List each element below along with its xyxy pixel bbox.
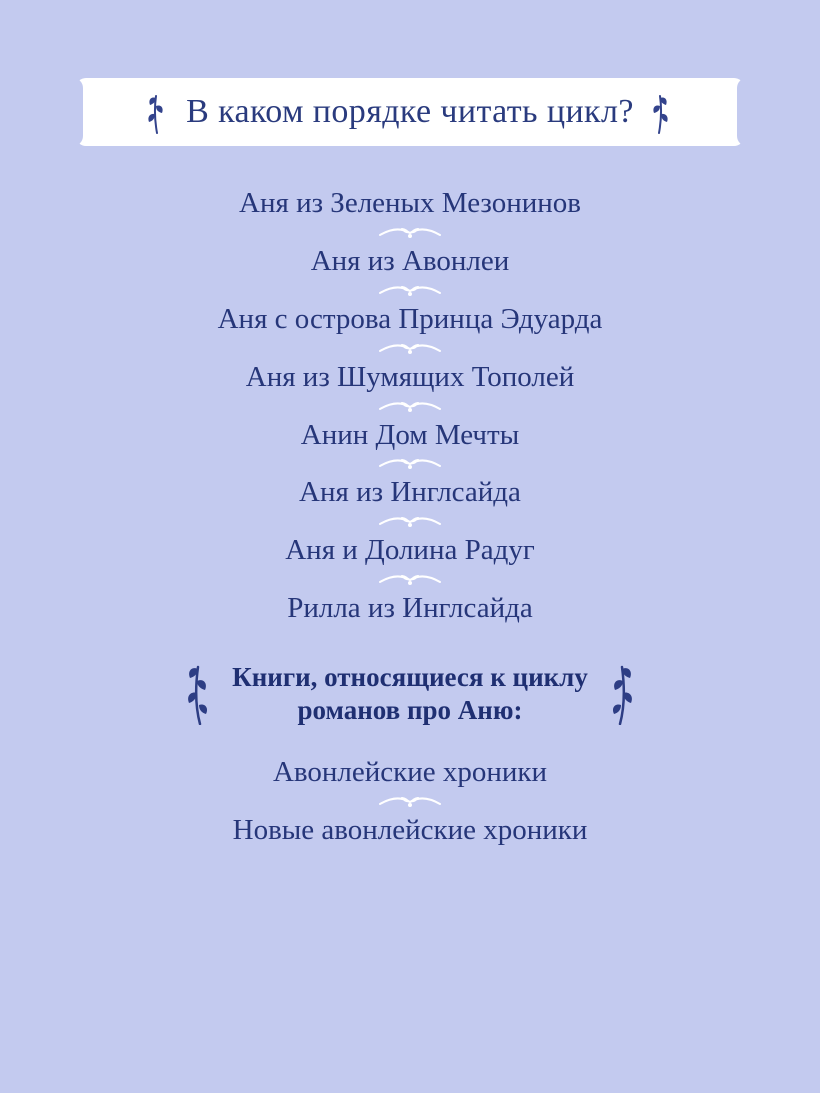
- list-item: Аня из Авонлеи: [310, 244, 510, 277]
- page-title: В каком порядке читать цикл?: [186, 93, 634, 130]
- list-item: Аня из Зеленых Мезонинов: [239, 187, 581, 219]
- related-books-heading: [184, 661, 636, 727]
- list-item: Новые авонлейские хроники: [232, 813, 588, 846]
- list-item: Анин Дом Мечты: [300, 418, 520, 451]
- related-books-list: [0, 757, 820, 847]
- list-item: Аня с острова Принца Эдуарда: [217, 302, 603, 335]
- leaf-divider-icon: [374, 220, 446, 246]
- list-item: Авонлейские хроники: [272, 756, 548, 788]
- leaf-divider-icon: [374, 278, 446, 304]
- leaf-sprig-icon: [610, 663, 636, 725]
- list-item: Аня и Долина Радуг: [285, 534, 535, 567]
- related-heading-line-2: романов про Аню:: [297, 695, 523, 726]
- list-item: Рилла из Инглсайда: [287, 592, 533, 625]
- leaf-divider-icon: [374, 394, 446, 420]
- leaf-sprig-icon: [650, 90, 676, 134]
- leaf-divider-icon: [374, 509, 446, 535]
- leaf-divider-icon: [374, 789, 446, 815]
- leaf-divider-icon: [374, 567, 446, 593]
- leaf-divider-icon: [374, 336, 446, 362]
- related-heading-line-1: Книги, относящиеся к циклу: [232, 662, 588, 693]
- leaf-sprig-icon: [144, 90, 170, 134]
- reading-order-list: [0, 188, 820, 625]
- list-item: Аня из Шумящих Тополей: [245, 360, 575, 393]
- leaf-sprig-icon: [184, 663, 210, 725]
- title-banner: [76, 78, 744, 146]
- related-books-heading-text: [232, 661, 588, 727]
- leaf-divider-icon: [374, 451, 446, 477]
- list-item: Аня из Инглсайда: [299, 476, 521, 509]
